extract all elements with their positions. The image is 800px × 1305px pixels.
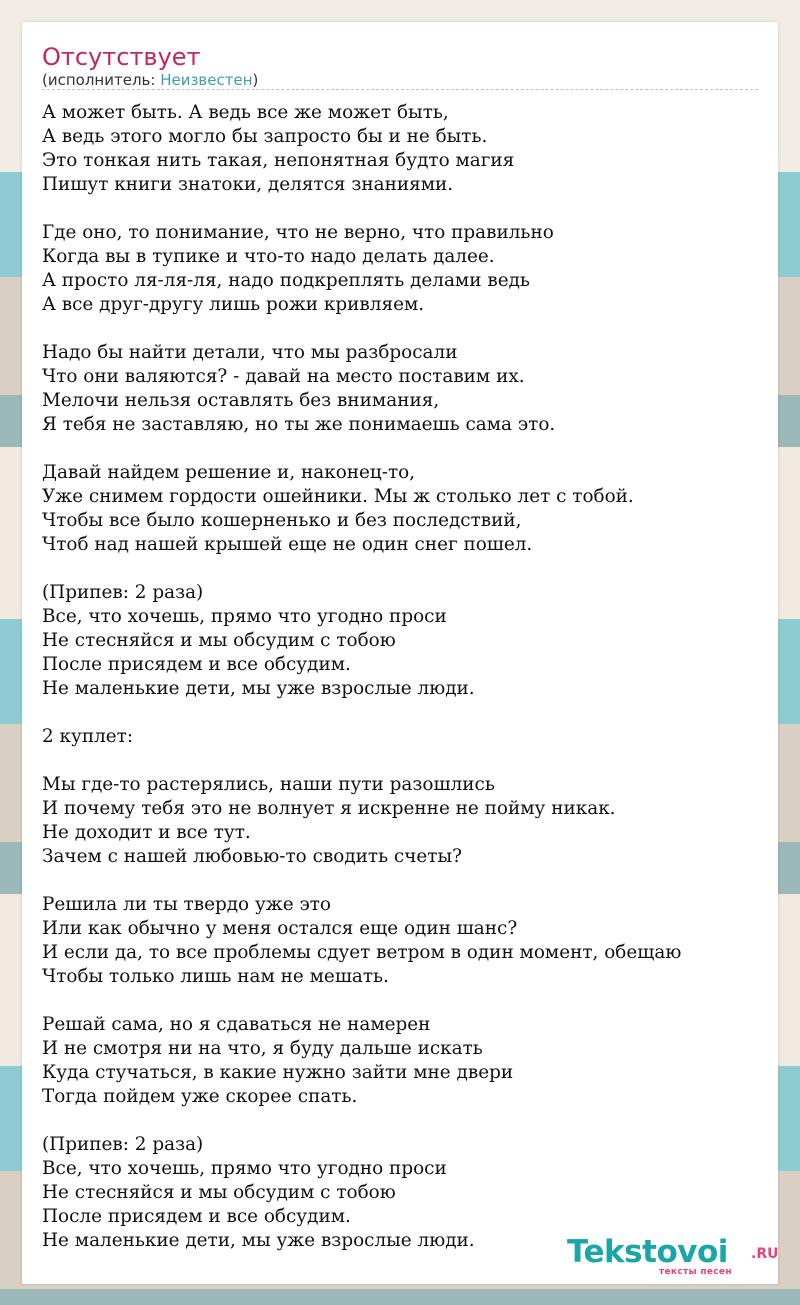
logo-wordmark: Tekstovoi	[567, 1234, 728, 1270]
song-title: Отсутствует	[42, 43, 201, 71]
artist-prefix: (исполнитель:	[42, 71, 161, 89]
artist-line	[42, 71, 258, 89]
lyrics-text: А может быть. А ведь все же может быть, А ведь этого могло бы запросто бы и не быть. Это тонкая нить такая, непонятная будто магия Пишут книги знатоки, делятся знаниями. Где оно, то понимание, что не верно, что правильно Когда вы в тупике и что-то надо делать далее. А просто ля-ля-ля, надо подкреплять делами ведь А все друг-другу лишь рожи кривляем. Надо бы найти детали, что мы разбросали Что они валяются? - давай на место поставим их. Мелочи нельзя оставлять без внимания, Я тебя не заставляю, но ты же понимаешь сама это. Давай найдем решение и, наконец-то, Уже снимем гордости ошейники. Мы ж столько лет с тобой. Чтобы все было кошерненько и без последствий, Чтоб над нашей крышей еще не один снег пошел. (Припев: 2 раза) Все, что хочешь, прямо что угодно проси Не стесняйся и мы обсудим с тобою После присядем и все обсудим. Не маленькие дети, мы уже взрослые люди. 2 куплет: Мы где-то растерялись, наши пути разошлись И почему тебя это не волнует я искренне не пойму никак. Не доходит и все тут. Зачем с нашей любовью-то сводить счеты? Решила ли ты твердо уже это Или как обычно у меня остался еще один шанс? И если да, то все проблемы сдует ветром в один момент, обещаю Чтобы только лишь нам не мешать. Решай сама, но я сдаваться не намерен И не смотря ни на что, я буду дальше искать Куда стучаться, в какие нужно зайти мне двери Тогда пойдем уже скорее спать. (Припев: 2 раза) Все, что хочешь, прямо что угодно проси Не стесняйся и мы обсудим с тобою После присядем и все обсудим. Не маленькие дети, мы уже взрослые люди.	[42, 102, 682, 1251]
artist-suffix: )	[252, 71, 259, 89]
lyrics-card	[22, 22, 778, 1284]
logo-domain-suffix: .RU	[751, 1246, 779, 1262]
title-separator	[42, 89, 758, 90]
logo-tagline: тексты песен	[659, 1267, 732, 1277]
artist-link[interactable]: Неизвестен	[160, 71, 253, 89]
site-logo[interactable]	[567, 1234, 779, 1277]
